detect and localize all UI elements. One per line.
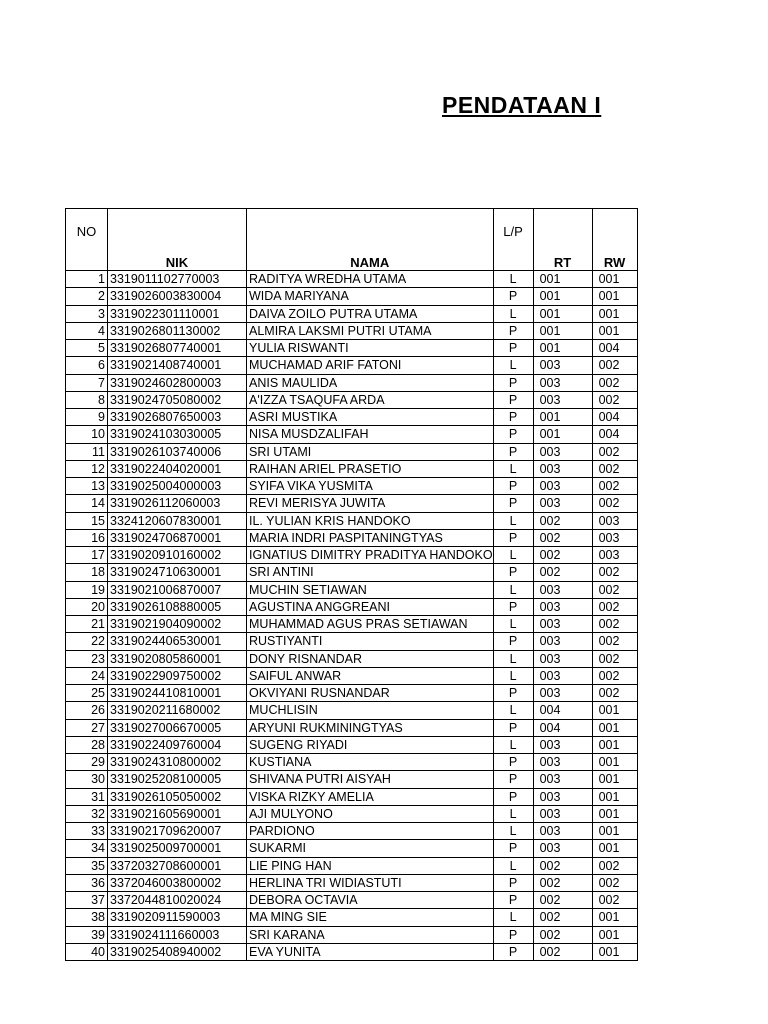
cell-nik: 3319026105050002 bbox=[108, 788, 247, 805]
cell-no: 23 bbox=[66, 650, 108, 667]
table-row bbox=[66, 322, 638, 339]
cell-nik: 3319021904090002 bbox=[108, 616, 247, 633]
cell-nik: 3319024406530001 bbox=[108, 633, 247, 650]
cell-no: 33 bbox=[66, 823, 108, 840]
cell-lp: L bbox=[493, 736, 533, 753]
cell-nik: 3319024706870001 bbox=[108, 529, 247, 546]
cell-no: 35 bbox=[66, 857, 108, 874]
cell-rw: 002 bbox=[592, 685, 637, 702]
cell-no: 25 bbox=[66, 685, 108, 702]
cell-nama: ALMIRA LAKSMI PUTRI UTAMA bbox=[247, 322, 494, 339]
cell-rw: 001 bbox=[592, 823, 637, 840]
table-row bbox=[66, 771, 638, 788]
table-row bbox=[66, 616, 638, 633]
cell-no: 17 bbox=[66, 547, 108, 564]
cell-nama: DAIVA ZOILO PUTRA UTAMA bbox=[247, 305, 494, 322]
cell-lp: P bbox=[493, 633, 533, 650]
cell-no: 6 bbox=[66, 357, 108, 374]
cell-rw: 001 bbox=[592, 271, 637, 288]
cell-lp: P bbox=[493, 391, 533, 408]
cell-rt: 003 bbox=[533, 616, 592, 633]
cell-rt: 003 bbox=[533, 495, 592, 512]
cell-nik: 3319022404020001 bbox=[108, 460, 247, 477]
cell-rw: 001 bbox=[592, 943, 637, 960]
cell-rt: 003 bbox=[533, 460, 592, 477]
table-row bbox=[66, 547, 638, 564]
cell-rw: 004 bbox=[592, 426, 637, 443]
table-row bbox=[66, 443, 638, 460]
cell-lp: L bbox=[493, 823, 533, 840]
table-row bbox=[66, 736, 638, 753]
cell-rt: 001 bbox=[533, 271, 592, 288]
cell-nama: AJI MULYONO bbox=[247, 805, 494, 822]
cell-nik: 3319022301110001 bbox=[108, 305, 247, 322]
cell-lp: P bbox=[493, 564, 533, 581]
cell-nama: VISKA RIZKY AMELIA bbox=[247, 788, 494, 805]
cell-nik: 3319024705080002 bbox=[108, 391, 247, 408]
cell-lp: L bbox=[493, 512, 533, 529]
cell-no: 28 bbox=[66, 736, 108, 753]
cell-rw: 004 bbox=[592, 340, 637, 357]
cell-nik: 3319024710630001 bbox=[108, 564, 247, 581]
cell-nik: 3319020805860001 bbox=[108, 650, 247, 667]
cell-rt: 004 bbox=[533, 702, 592, 719]
cell-nik: 3319020911590003 bbox=[108, 909, 247, 926]
cell-nama: YULIA RISWANTI bbox=[247, 340, 494, 357]
cell-rw: 002 bbox=[592, 478, 637, 495]
cell-nik: 3324120607830001 bbox=[108, 512, 247, 529]
cell-nik: 3319022409760004 bbox=[108, 736, 247, 753]
table-row bbox=[66, 702, 638, 719]
cell-nama: SRI UTAMI bbox=[247, 443, 494, 460]
cell-rt: 003 bbox=[533, 357, 592, 374]
cell-no: 34 bbox=[66, 840, 108, 857]
cell-rw: 002 bbox=[592, 460, 637, 477]
cell-rt: 001 bbox=[533, 409, 592, 426]
cell-nik: 3319024602800003 bbox=[108, 374, 247, 391]
cell-nama: SHIVANA PUTRI AISYAH bbox=[247, 771, 494, 788]
table-row bbox=[66, 271, 638, 288]
cell-rw: 001 bbox=[592, 788, 637, 805]
cell-rt: 002 bbox=[533, 943, 592, 960]
cell-lp: L bbox=[493, 616, 533, 633]
table-row bbox=[66, 788, 638, 805]
cell-nik: 3319025408940002 bbox=[108, 943, 247, 960]
cell-rt: 001 bbox=[533, 340, 592, 357]
cell-no: 38 bbox=[66, 909, 108, 926]
cell-nik: 3319027006670005 bbox=[108, 719, 247, 736]
cell-nik: 3319026801130002 bbox=[108, 322, 247, 339]
cell-nama: REVI MERISYA JUWITA bbox=[247, 495, 494, 512]
cell-rw: 001 bbox=[592, 719, 637, 736]
cell-rw: 002 bbox=[592, 616, 637, 633]
header-nik: NIK bbox=[108, 209, 247, 271]
cell-rt: 001 bbox=[533, 426, 592, 443]
cell-no: 21 bbox=[66, 616, 108, 633]
cell-lp: P bbox=[493, 322, 533, 339]
cell-rt: 003 bbox=[533, 771, 592, 788]
cell-rw: 002 bbox=[592, 650, 637, 667]
table-row bbox=[66, 581, 638, 598]
cell-nama: MUHAMMAD AGUS PRAS SETIAWAN bbox=[247, 616, 494, 633]
cell-rt: 003 bbox=[533, 754, 592, 771]
cell-rw: 002 bbox=[592, 598, 637, 615]
cell-lp: P bbox=[493, 598, 533, 615]
cell-rt: 003 bbox=[533, 667, 592, 684]
cell-nik: 3319026103740006 bbox=[108, 443, 247, 460]
cell-nik: 3319020910160002 bbox=[108, 547, 247, 564]
cell-nik: 3319024310800002 bbox=[108, 754, 247, 771]
cell-no: 14 bbox=[66, 495, 108, 512]
cell-rt: 003 bbox=[533, 581, 592, 598]
cell-no: 15 bbox=[66, 512, 108, 529]
cell-lp: L bbox=[493, 667, 533, 684]
cell-nama: ARYUNI RUKMININGTYAS bbox=[247, 719, 494, 736]
header-lp: L/P bbox=[493, 209, 533, 271]
cell-nik: 3319025208100005 bbox=[108, 771, 247, 788]
cell-lp: L bbox=[493, 650, 533, 667]
cell-no: 5 bbox=[66, 340, 108, 357]
cell-rt: 002 bbox=[533, 564, 592, 581]
cell-nik: 3372032708600001 bbox=[108, 857, 247, 874]
header-nama: NAMA bbox=[247, 209, 494, 271]
cell-rt: 003 bbox=[533, 598, 592, 615]
cell-rw: 001 bbox=[592, 754, 637, 771]
cell-nik: 3319011102770003 bbox=[108, 271, 247, 288]
cell-nama: A'IZZA TSAQUFA ARDA bbox=[247, 391, 494, 408]
cell-nama: MARIA INDRI PASPITANINGTYAS bbox=[247, 529, 494, 546]
cell-nama: PARDIONO bbox=[247, 823, 494, 840]
cell-rt: 003 bbox=[533, 650, 592, 667]
cell-nik: 3319024103030005 bbox=[108, 426, 247, 443]
cell-rt: 002 bbox=[533, 512, 592, 529]
cell-nama: SAIFUL ANWAR bbox=[247, 667, 494, 684]
header-rt: RT bbox=[533, 209, 592, 271]
cell-nama: DONY RISNANDAR bbox=[247, 650, 494, 667]
cell-nama: SYIFA VIKA YUSMITA bbox=[247, 478, 494, 495]
cell-no: 9 bbox=[66, 409, 108, 426]
cell-lp: L bbox=[493, 581, 533, 598]
table-body bbox=[66, 271, 638, 961]
table-row bbox=[66, 823, 638, 840]
cell-lp: P bbox=[493, 529, 533, 546]
table-row bbox=[66, 909, 638, 926]
cell-lp: L bbox=[493, 702, 533, 719]
cell-rw: 002 bbox=[592, 857, 637, 874]
cell-rt: 003 bbox=[533, 391, 592, 408]
cell-rt: 002 bbox=[533, 547, 592, 564]
cell-rt: 003 bbox=[533, 788, 592, 805]
cell-nama: ANIS MAULIDA bbox=[247, 374, 494, 391]
cell-nik: 3319026003830004 bbox=[108, 288, 247, 305]
table-row bbox=[66, 357, 638, 374]
cell-lp: P bbox=[493, 788, 533, 805]
cell-lp: L bbox=[493, 271, 533, 288]
cell-lp: P bbox=[493, 926, 533, 943]
table-row bbox=[66, 633, 638, 650]
cell-rw: 003 bbox=[592, 512, 637, 529]
cell-lp: P bbox=[493, 771, 533, 788]
cell-rw: 001 bbox=[592, 771, 637, 788]
cell-rw: 001 bbox=[592, 909, 637, 926]
cell-no: 11 bbox=[66, 443, 108, 460]
table-row bbox=[66, 426, 638, 443]
cell-lp: P bbox=[493, 754, 533, 771]
cell-rt: 004 bbox=[533, 719, 592, 736]
cell-no: 4 bbox=[66, 322, 108, 339]
cell-lp: P bbox=[493, 943, 533, 960]
cell-no: 26 bbox=[66, 702, 108, 719]
cell-rw: 002 bbox=[592, 374, 637, 391]
cell-rt: 001 bbox=[533, 322, 592, 339]
cell-nama: RUSTIYANTI bbox=[247, 633, 494, 650]
cell-no: 22 bbox=[66, 633, 108, 650]
cell-nama: MA MING SIE bbox=[247, 909, 494, 926]
table-row bbox=[66, 943, 638, 960]
cell-nik: 3372046003800002 bbox=[108, 874, 247, 891]
cell-lp: P bbox=[493, 288, 533, 305]
cell-rt: 002 bbox=[533, 926, 592, 943]
cell-nama: RAIHAN ARIEL PRASETIO bbox=[247, 460, 494, 477]
cell-lp: L bbox=[493, 805, 533, 822]
cell-rt: 003 bbox=[533, 443, 592, 460]
cell-nik: 3319021408740001 bbox=[108, 357, 247, 374]
cell-no: 31 bbox=[66, 788, 108, 805]
cell-lp: P bbox=[493, 892, 533, 909]
cell-nama: HERLINA TRI WIDIASTUTI bbox=[247, 874, 494, 891]
cell-rt: 003 bbox=[533, 805, 592, 822]
cell-lp: P bbox=[493, 719, 533, 736]
cell-rw: 001 bbox=[592, 805, 637, 822]
cell-rt: 003 bbox=[533, 633, 592, 650]
cell-rw: 001 bbox=[592, 926, 637, 943]
table-row bbox=[66, 512, 638, 529]
table-row bbox=[66, 874, 638, 891]
cell-no: 3 bbox=[66, 305, 108, 322]
cell-rw: 002 bbox=[592, 564, 637, 581]
cell-no: 8 bbox=[66, 391, 108, 408]
table-row bbox=[66, 754, 638, 771]
cell-no: 40 bbox=[66, 943, 108, 960]
cell-rw: 001 bbox=[592, 305, 637, 322]
cell-lp: P bbox=[493, 443, 533, 460]
cell-no: 10 bbox=[66, 426, 108, 443]
cell-nama: RADITYA WREDHA UTAMA bbox=[247, 271, 494, 288]
cell-nama: EVA YUNITA bbox=[247, 943, 494, 960]
cell-no: 32 bbox=[66, 805, 108, 822]
cell-rw: 002 bbox=[592, 633, 637, 650]
cell-rt: 003 bbox=[533, 823, 592, 840]
table-row bbox=[66, 650, 638, 667]
cell-rw: 002 bbox=[592, 443, 637, 460]
cell-rw: 002 bbox=[592, 391, 637, 408]
table-header-row bbox=[66, 209, 638, 271]
cell-nama: LIE PING HAN bbox=[247, 857, 494, 874]
cell-nik: 3319021006870007 bbox=[108, 581, 247, 598]
cell-nik: 3319021709620007 bbox=[108, 823, 247, 840]
cell-nik: 3319024410810001 bbox=[108, 685, 247, 702]
cell-rt: 002 bbox=[533, 529, 592, 546]
table-row bbox=[66, 926, 638, 943]
cell-nama: SUGENG RIYADI bbox=[247, 736, 494, 753]
cell-rw: 001 bbox=[592, 322, 637, 339]
cell-lp: P bbox=[493, 478, 533, 495]
page-title: PENDATAAN I bbox=[442, 92, 602, 118]
cell-no: 2 bbox=[66, 288, 108, 305]
cell-rt: 001 bbox=[533, 305, 592, 322]
table-row bbox=[66, 840, 638, 857]
cell-no: 36 bbox=[66, 874, 108, 891]
header-no: NO bbox=[66, 209, 108, 271]
table-row bbox=[66, 374, 638, 391]
cell-rt: 002 bbox=[533, 874, 592, 891]
cell-nama: OKVIYANI RUSNANDAR bbox=[247, 685, 494, 702]
cell-lp: P bbox=[493, 426, 533, 443]
cell-lp: L bbox=[493, 909, 533, 926]
cell-nama: MUCHLISIN bbox=[247, 702, 494, 719]
cell-lp: L bbox=[493, 547, 533, 564]
cell-rt: 003 bbox=[533, 736, 592, 753]
table-row bbox=[66, 685, 638, 702]
cell-nik: 3319026108880005 bbox=[108, 598, 247, 615]
cell-lp: L bbox=[493, 357, 533, 374]
cell-nama: MUCHIN SETIAWAN bbox=[247, 581, 494, 598]
cell-nik: 3319022909750002 bbox=[108, 667, 247, 684]
cell-lp: P bbox=[493, 685, 533, 702]
cell-no: 24 bbox=[66, 667, 108, 684]
table-row bbox=[66, 667, 638, 684]
cell-no: 13 bbox=[66, 478, 108, 495]
cell-rt: 002 bbox=[533, 909, 592, 926]
cell-nama: DEBORA OCTAVIA bbox=[247, 892, 494, 909]
cell-lp: P bbox=[493, 340, 533, 357]
table-row bbox=[66, 495, 638, 512]
cell-no: 20 bbox=[66, 598, 108, 615]
cell-nama: WIDA MARIYANA bbox=[247, 288, 494, 305]
cell-rw: 001 bbox=[592, 288, 637, 305]
table-row bbox=[66, 340, 638, 357]
cell-nik: 3319025004000003 bbox=[108, 478, 247, 495]
data-table bbox=[65, 208, 638, 961]
cell-nama: SRI KARANA bbox=[247, 926, 494, 943]
cell-no: 1 bbox=[66, 271, 108, 288]
cell-nama: IGNATIUS DIMITRY PRADITYA HANDOKO bbox=[247, 547, 494, 564]
cell-rt: 003 bbox=[533, 478, 592, 495]
table-row bbox=[66, 391, 638, 408]
table-row bbox=[66, 305, 638, 322]
cell-rw: 002 bbox=[592, 892, 637, 909]
cell-nik: 3319020211680002 bbox=[108, 702, 247, 719]
table-row bbox=[66, 892, 638, 909]
cell-nik: 3319021605690001 bbox=[108, 805, 247, 822]
table-row bbox=[66, 719, 638, 736]
cell-rw: 003 bbox=[592, 529, 637, 546]
cell-rt: 003 bbox=[533, 374, 592, 391]
cell-nama: ASRI MUSTIKA bbox=[247, 409, 494, 426]
cell-nik: 3319024111660003 bbox=[108, 926, 247, 943]
cell-no: 19 bbox=[66, 581, 108, 598]
cell-no: 37 bbox=[66, 892, 108, 909]
header-rw: RW bbox=[592, 209, 637, 271]
cell-nama: SUKARMI bbox=[247, 840, 494, 857]
cell-no: 29 bbox=[66, 754, 108, 771]
cell-rt: 001 bbox=[533, 288, 592, 305]
cell-rt: 003 bbox=[533, 685, 592, 702]
cell-lp: P bbox=[493, 495, 533, 512]
table-row bbox=[66, 460, 638, 477]
table-row bbox=[66, 805, 638, 822]
cell-rw: 001 bbox=[592, 840, 637, 857]
cell-no: 39 bbox=[66, 926, 108, 943]
cell-lp: L bbox=[493, 305, 533, 322]
cell-rt: 003 bbox=[533, 840, 592, 857]
cell-lp: P bbox=[493, 374, 533, 391]
table-row bbox=[66, 529, 638, 546]
cell-rw: 002 bbox=[592, 874, 637, 891]
cell-no: 7 bbox=[66, 374, 108, 391]
cell-no: 18 bbox=[66, 564, 108, 581]
cell-no: 27 bbox=[66, 719, 108, 736]
table-row bbox=[66, 598, 638, 615]
cell-rt: 002 bbox=[533, 892, 592, 909]
cell-rw: 002 bbox=[592, 667, 637, 684]
cell-lp: P bbox=[493, 874, 533, 891]
cell-rw: 002 bbox=[592, 495, 637, 512]
cell-lp: L bbox=[493, 460, 533, 477]
cell-nik: 3372044810020024 bbox=[108, 892, 247, 909]
cell-nama: AGUSTINA ANGGREANI bbox=[247, 598, 494, 615]
cell-lp: P bbox=[493, 409, 533, 426]
table-row bbox=[66, 564, 638, 581]
cell-rw: 002 bbox=[592, 357, 637, 374]
cell-lp: L bbox=[493, 857, 533, 874]
cell-no: 12 bbox=[66, 460, 108, 477]
cell-no: 16 bbox=[66, 529, 108, 546]
cell-lp: P bbox=[493, 840, 533, 857]
cell-nik: 3319025009700001 bbox=[108, 840, 247, 857]
cell-nama: SRI ANTINI bbox=[247, 564, 494, 581]
cell-rw: 001 bbox=[592, 736, 637, 753]
cell-nik: 3319026112060003 bbox=[108, 495, 247, 512]
cell-nama: MUCHAMAD ARIF FATONI bbox=[247, 357, 494, 374]
cell-rw: 002 bbox=[592, 581, 637, 598]
cell-rw: 003 bbox=[592, 547, 637, 564]
cell-nama: KUSTIANA bbox=[247, 754, 494, 771]
table-row bbox=[66, 857, 638, 874]
cell-rw: 004 bbox=[592, 409, 637, 426]
cell-nama: NISA MUSDZALIFAH bbox=[247, 426, 494, 443]
cell-nik: 3319026807740001 bbox=[108, 340, 247, 357]
cell-no: 30 bbox=[66, 771, 108, 788]
cell-rt: 002 bbox=[533, 857, 592, 874]
cell-nik: 3319026807650003 bbox=[108, 409, 247, 426]
table-row bbox=[66, 288, 638, 305]
table-row bbox=[66, 409, 638, 426]
cell-rw: 001 bbox=[592, 702, 637, 719]
table-row bbox=[66, 478, 638, 495]
cell-nama: IL. YULIAN KRIS HANDOKO bbox=[247, 512, 494, 529]
